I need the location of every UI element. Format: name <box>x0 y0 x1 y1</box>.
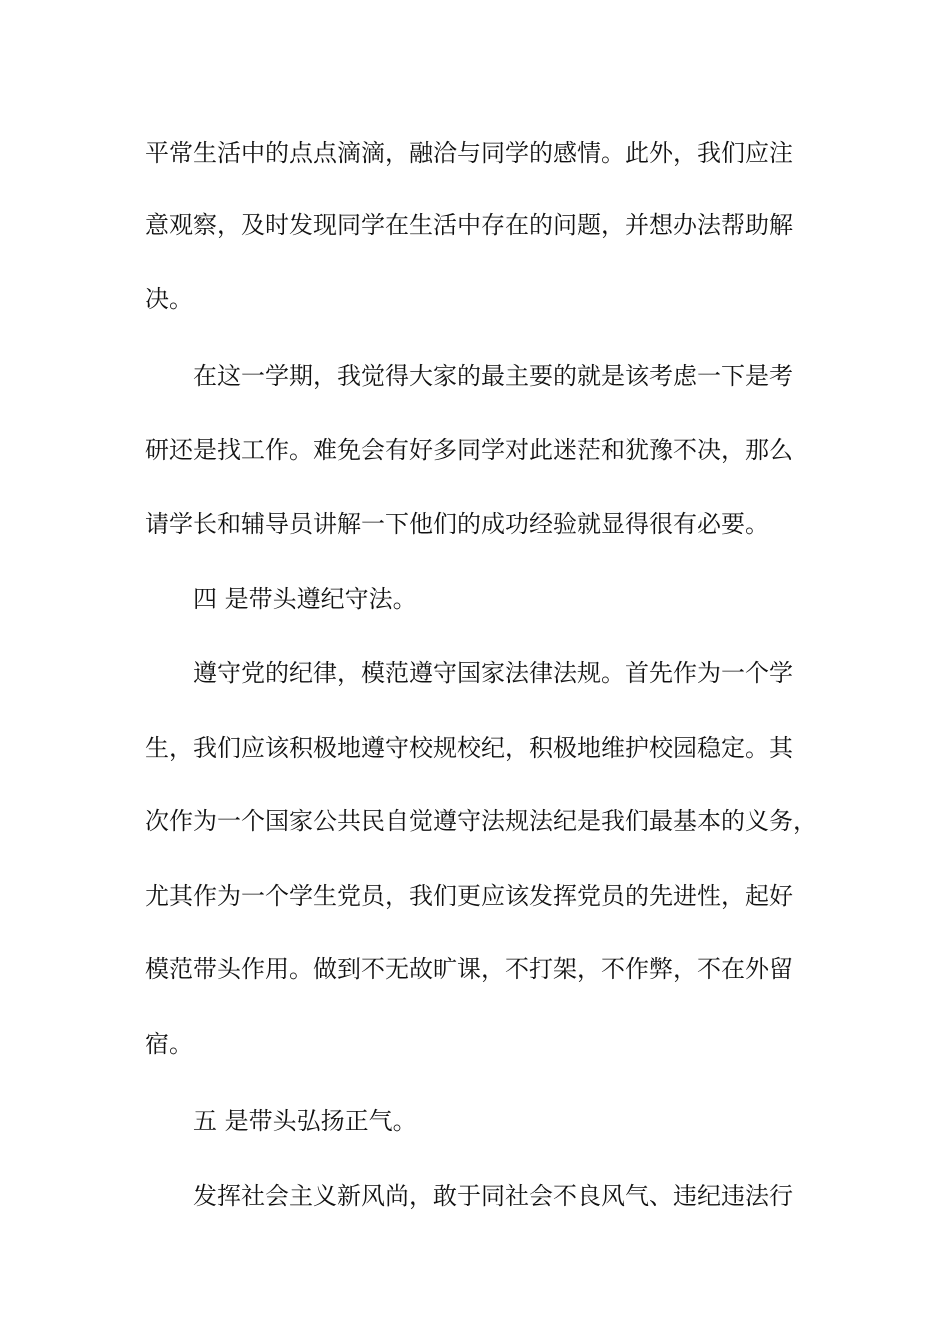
paragraph-line: 宿。 <box>145 1030 193 1058</box>
paragraph-line: 次作为一个国家公共民自觉遵守法规法纪是我们最基本的义务， <box>145 807 817 835</box>
section-heading: 四 是带头遵纪守法。 <box>193 585 417 613</box>
section-heading: 五 是带头弘扬正气。 <box>193 1107 417 1135</box>
paragraph-line: 意观察，及时发现同学在生活中存在的问题，并想办法帮助解 <box>145 211 793 239</box>
paragraph-line: 发挥社会主义新风尚，敢于同社会不良风气、违纪违法行 <box>193 1182 793 1210</box>
paragraph-line: 遵守党的纪律，模范遵守国家法律法规。首先作为一个学 <box>193 659 793 687</box>
paragraph-line: 决。 <box>145 285 193 313</box>
paragraph-line: 生，我们应该积极地遵守校规校纪，积极地维护校园稳定。其 <box>145 734 793 762</box>
paragraph-line: 模范带头作用。做到不无故旷课，不打架，不作弊，不在外留 <box>145 955 793 983</box>
paragraph-line: 请学长和辅导员讲解一下他们的成功经验就显得很有必要。 <box>145 510 769 538</box>
paragraph-line: 尤其作为一个学生党员，我们更应该发挥党员的先进性，起好 <box>145 882 793 910</box>
paragraph-line: 研还是找工作。难免会有好多同学对此迷茫和犹豫不决，那么 <box>145 436 793 464</box>
paragraph-line: 在这一学期，我觉得大家的最主要的就是该考虑一下是考 <box>193 362 793 390</box>
paragraph-line: 平常生活中的点点滴滴，融洽与同学的感情。此外，我们应注 <box>145 139 793 167</box>
